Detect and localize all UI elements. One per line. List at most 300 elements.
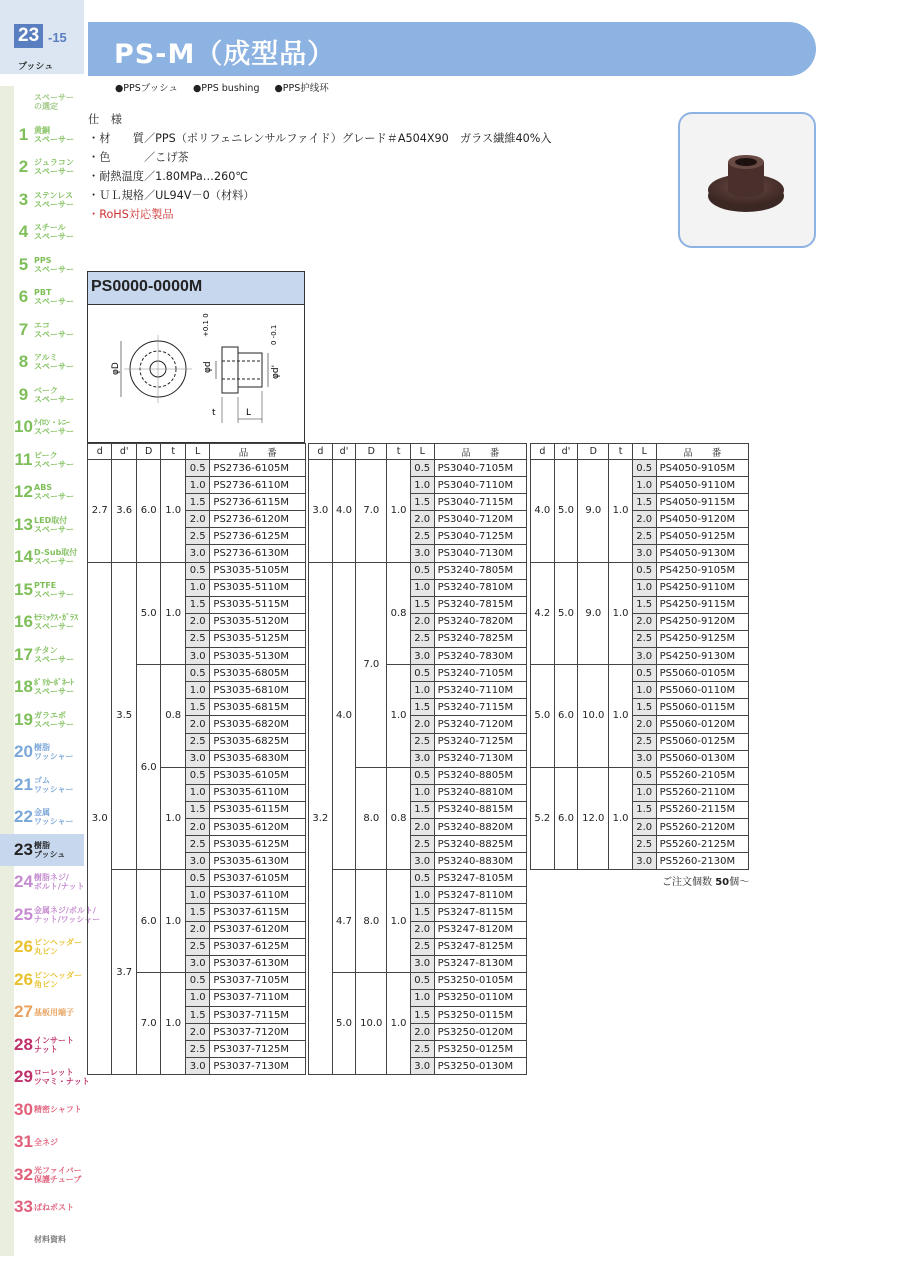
part-number[interactable] (434, 972, 526, 989)
part-base: PS3035-68 (213, 684, 268, 696)
sidebar-item[interactable] (0, 671, 84, 704)
part-suffix: 25M (267, 838, 289, 850)
part-number[interactable] (434, 596, 526, 613)
part-number[interactable] (210, 596, 306, 613)
sidebar-item-number: 19 (14, 709, 33, 729)
length-cell: 0.5 (410, 767, 434, 784)
part-number[interactable] (434, 477, 526, 494)
part-number[interactable] (434, 904, 526, 921)
part-number[interactable] (656, 545, 748, 562)
part-base: PS3035-68 (213, 736, 268, 748)
part-suffix: 25M (267, 736, 289, 748)
table-row (88, 460, 306, 477)
part-base: PS3240-71 (437, 701, 492, 713)
page-sub-number: -15 (48, 30, 67, 45)
part-suffix: 15M (267, 1009, 289, 1021)
part-number[interactable] (434, 460, 526, 477)
part-suffix: 25M (267, 633, 289, 645)
sidebar-item-number: 23 (14, 839, 33, 859)
column-header: L (632, 444, 656, 460)
part-base: PS4050-91 (659, 530, 714, 542)
part-base: PS3035-51 (213, 599, 268, 611)
dim-d: 2.7 (88, 460, 112, 563)
dim-d2: 3.5 (112, 562, 136, 870)
sidebar-item[interactable] (0, 964, 84, 997)
length-cell: 1.5 (632, 699, 656, 716)
part-suffix: 30M (491, 855, 514, 867)
sidebar-item[interactable] (0, 931, 84, 964)
part-number[interactable] (210, 1007, 306, 1024)
part-number[interactable] (656, 750, 748, 767)
part-base: PS3037-71 (213, 1043, 268, 1055)
sidebar-item-number: 22 (14, 807, 33, 827)
part-number[interactable] (210, 716, 306, 733)
part-base: PS5260-21 (659, 787, 714, 799)
length-cell: 1.0 (185, 477, 209, 494)
part-suffix: 15M (713, 701, 736, 713)
part-suffix: 25M (713, 530, 736, 542)
part-base: PS3035-61 (213, 770, 268, 782)
part-number[interactable] (656, 836, 748, 853)
part-number[interactable] (656, 767, 748, 784)
part-number[interactable] (210, 767, 306, 784)
part-suffix: 25M (491, 1043, 514, 1055)
part-base: PS3247-81 (437, 889, 492, 901)
part-number[interactable] (656, 853, 748, 870)
part-number[interactable] (434, 613, 526, 630)
part-suffix: 30M (491, 958, 514, 970)
part-number[interactable] (210, 801, 306, 818)
part-suffix: 05M (713, 565, 736, 577)
dim-D: 8.0 (356, 767, 387, 870)
sidebar-item-number: 26 (14, 969, 33, 989)
part-number[interactable] (434, 630, 526, 647)
sidebar-item[interactable] (0, 346, 84, 379)
part-number[interactable] (434, 955, 526, 972)
part-number[interactable] (656, 562, 748, 579)
sidebar-item-number: 16 (14, 612, 33, 632)
part-base: PS3040-71 (437, 548, 492, 560)
part-number[interactable] (434, 1007, 526, 1024)
dim-d2: 5.0 (554, 562, 578, 665)
part-number[interactable] (434, 836, 526, 853)
sidebar-item[interactable] (0, 769, 84, 802)
sidebar-item-label: スペーサー の選定 (34, 93, 74, 112)
sidebar-item[interactable] (0, 1224, 84, 1257)
sidebar-item-number: 8 (18, 352, 29, 372)
sidebar-item-label: 基板用端子 (34, 1007, 74, 1017)
length-cell: 2.5 (410, 1041, 434, 1058)
sidebar-item[interactable] (0, 249, 84, 282)
sidebar-item[interactable] (0, 476, 84, 509)
part-number[interactable] (210, 938, 306, 955)
sidebar-item[interactable] (0, 1094, 84, 1127)
part-number[interactable] (434, 784, 526, 801)
length-cell: 2.5 (410, 733, 434, 750)
sidebar-item-number: 17 (14, 644, 33, 664)
dim-t: 1.0 (387, 870, 411, 973)
sidebar-item-number: 12 (14, 482, 33, 502)
sidebar-item-number: 2 (18, 157, 29, 177)
length-cell: 2.0 (632, 613, 656, 630)
part-base: PS3240-78 (437, 633, 492, 645)
sidebar-item[interactable] (0, 509, 84, 542)
part-suffix: 10M (267, 787, 289, 799)
part-number[interactable] (434, 767, 526, 784)
part-base: PS3240-88 (437, 821, 492, 833)
part-base: PS3240-78 (437, 650, 492, 662)
part-suffix: 15M (491, 496, 514, 508)
sidebar-item-number: 24 (14, 872, 33, 892)
dimension-diagram (87, 305, 305, 443)
sidebar-item-label: ピンヘッダー 角ピン (34, 970, 82, 989)
part-number[interactable] (210, 494, 306, 511)
dim-d2: 5.0 (554, 460, 578, 563)
sidebar-item[interactable] (0, 1061, 90, 1094)
part-base: PS2736-61 (213, 479, 268, 491)
sidebar-item[interactable] (0, 704, 84, 737)
part-number[interactable] (210, 562, 306, 579)
sidebar-item[interactable] (0, 411, 84, 444)
part-number[interactable] (656, 682, 748, 699)
sidebar-item[interactable] (0, 184, 84, 217)
part-number[interactable] (434, 699, 526, 716)
part-suffix: 30M (713, 753, 736, 765)
part-suffix: 05M (491, 770, 514, 782)
part-number[interactable] (656, 733, 748, 750)
part-number[interactable] (210, 1041, 306, 1058)
part-suffix: 20M (267, 513, 289, 525)
dim-D: 12.0 (578, 767, 609, 870)
sidebar-item-label: ｾﾗﾐｯｸｽ･ｶﾞﾗｽ スペーサー (34, 613, 78, 632)
part-base: PS4250-91 (659, 650, 714, 662)
part-suffix: 15M (713, 804, 736, 816)
part-number[interactable] (656, 801, 748, 818)
dim-t: 1.0 (609, 562, 633, 665)
part-base: PS3240-88 (437, 838, 492, 850)
part-number[interactable] (434, 579, 526, 596)
length-cell: 2.5 (185, 630, 209, 647)
part-number[interactable] (210, 545, 306, 562)
part-number[interactable] (210, 460, 306, 477)
length-cell: 3.0 (410, 853, 434, 870)
part-base: PS3040-71 (437, 496, 492, 508)
sidebar-item[interactable] (0, 216, 84, 249)
part-number[interactable] (434, 682, 526, 699)
sidebar-item[interactable] (0, 736, 84, 769)
part-number[interactable] (210, 972, 306, 989)
part-base: PS4050-91 (659, 462, 714, 474)
part-number[interactable] (210, 733, 306, 750)
sidebar-item[interactable] (0, 866, 84, 899)
part-number[interactable] (656, 596, 748, 613)
part-number[interactable] (434, 648, 526, 665)
sidebar-item[interactable] (0, 444, 84, 477)
part-number[interactable] (434, 801, 526, 818)
part-number[interactable] (434, 494, 526, 511)
part-number[interactable] (434, 818, 526, 835)
part-base: PS2736-61 (213, 496, 268, 508)
sidebar-item-label: 材料資料 (34, 1235, 66, 1245)
length-cell: 1.0 (410, 682, 434, 699)
part-suffix: 20M (491, 718, 514, 730)
sidebar-item[interactable] (0, 574, 84, 607)
sidebar-item[interactable] (0, 996, 84, 1029)
length-cell: 3.0 (632, 853, 656, 870)
dim-t: 0.8 (387, 562, 411, 665)
length-cell: 2.0 (410, 921, 434, 938)
length-cell: 1.5 (410, 494, 434, 511)
sidebar-item-label: ゴム ワッシャー (34, 775, 74, 794)
part-number[interactable] (434, 1024, 526, 1041)
dim-t: 1.0 (387, 972, 411, 1075)
table-row (531, 665, 749, 682)
part-suffix: 10M (491, 992, 514, 1004)
length-cell: 3.0 (410, 648, 434, 665)
part-number[interactable] (656, 460, 748, 477)
dim-d2: 4.0 (332, 460, 356, 563)
column-header: d' (554, 444, 578, 460)
sidebar-item-label: ﾅｲﾛﾝ・ﾚﾆｰ スペーサー (34, 418, 74, 437)
part-base: PS3037-71 (213, 1009, 268, 1021)
part-number[interactable] (434, 1058, 526, 1075)
sidebar-item[interactable] (0, 151, 84, 184)
part-number[interactable] (656, 613, 748, 630)
part-base: PS2736-61 (213, 548, 268, 560)
part-number[interactable] (656, 784, 748, 801)
table-row (531, 562, 749, 579)
part-base: PS3240-78 (437, 599, 492, 611)
part-number[interactable] (434, 938, 526, 955)
part-number[interactable] (210, 818, 306, 835)
part-number[interactable] (210, 955, 306, 972)
part-number[interactable] (434, 921, 526, 938)
sidebar-item-label: 樹脂 ワッシャー (34, 743, 74, 762)
column-header: 品 番 (210, 444, 306, 460)
sidebar-item[interactable] (0, 281, 84, 314)
dim-t: 1.0 (609, 460, 633, 563)
length-cell: 2.0 (410, 511, 434, 528)
table-row (309, 870, 527, 887)
part-base: PS3035-61 (213, 787, 268, 799)
length-cell: 1.5 (185, 1007, 209, 1024)
part-suffix: 10M (491, 787, 514, 799)
part-number[interactable] (434, 545, 526, 562)
length-cell: 2.5 (185, 836, 209, 853)
part-number[interactable] (210, 665, 306, 682)
part-base: PS3035-61 (213, 838, 268, 850)
part-number[interactable] (656, 494, 748, 511)
part-suffix: 10M (713, 787, 736, 799)
category-sidebar (0, 86, 101, 1256)
length-cell: 3.0 (410, 1058, 434, 1075)
diagram-phid: φd (203, 361, 213, 373)
length-cell: 3.0 (410, 750, 434, 767)
part-base: PS3240-71 (437, 736, 492, 748)
length-cell: 1.0 (410, 887, 434, 904)
part-suffix: 10M (713, 479, 736, 491)
part-number[interactable] (210, 853, 306, 870)
length-cell: 1.0 (632, 477, 656, 494)
length-cell: 0.5 (410, 870, 434, 887)
part-number[interactable] (656, 648, 748, 665)
part-number[interactable] (434, 870, 526, 887)
part-number[interactable] (210, 477, 306, 494)
part-number[interactable] (210, 682, 306, 699)
part-suffix: 20M (267, 821, 289, 833)
sidebar-item-number: 25 (14, 904, 33, 924)
bullet-en: ●PPS bushing (192, 83, 260, 94)
part-suffix: 20M (491, 924, 514, 936)
part-suffix: 30M (491, 650, 514, 662)
part-number[interactable] (210, 1024, 306, 1041)
column-header: L (410, 444, 434, 460)
part-number[interactable] (434, 511, 526, 528)
part-base: PS3035-51 (213, 565, 268, 577)
dim-D: 5.0 (136, 562, 160, 665)
part-number[interactable] (210, 870, 306, 887)
sidebar-item[interactable] (0, 639, 84, 672)
part-suffix: 30M (713, 548, 736, 560)
sidebar-item[interactable] (0, 834, 84, 867)
diagram-phiD: φD (111, 362, 121, 375)
part-base: PS3240-71 (437, 718, 492, 730)
sidebar-item-number: 11 (14, 449, 33, 469)
length-cell: 1.0 (185, 887, 209, 904)
sidebar-item-label: 樹脂ネジ/ ボルト/ナット (33, 873, 85, 892)
sidebar-item[interactable] (0, 314, 84, 347)
sidebar-item-label: ピンヘッダー 丸ピン (34, 938, 82, 957)
part-number[interactable] (434, 887, 526, 904)
length-cell: 1.5 (410, 699, 434, 716)
part-number[interactable] (210, 836, 306, 853)
length-cell: 2.0 (185, 511, 209, 528)
part-suffix: 10M (267, 889, 289, 901)
part-number[interactable] (656, 528, 748, 545)
part-number[interactable] (210, 904, 306, 921)
part-number[interactable] (656, 630, 748, 647)
part-number[interactable] (434, 716, 526, 733)
dim-t: 1.0 (609, 767, 633, 870)
sidebar-item-number: 5 (18, 254, 29, 274)
part-base: PS4050-91 (659, 496, 714, 508)
length-cell: 1.5 (410, 1007, 434, 1024)
part-base: PS3250-01 (437, 975, 492, 987)
part-number[interactable] (656, 511, 748, 528)
part-number[interactable] (210, 630, 306, 647)
part-suffix: 20M (713, 513, 736, 525)
part-base: PS3247-81 (437, 872, 492, 884)
part-suffix: 05M (491, 462, 514, 474)
sidebar-item[interactable] (0, 379, 84, 412)
part-suffix: 25M (491, 633, 514, 645)
part-number[interactable] (210, 648, 306, 665)
dim-d: 3.2 (309, 562, 333, 1075)
length-cell: 2.0 (410, 818, 434, 835)
part-suffix: 05M (491, 872, 514, 884)
page-number: 23 (14, 24, 43, 48)
part-number[interactable] (656, 699, 748, 716)
sidebar-item[interactable] (0, 801, 84, 834)
part-number[interactable] (210, 750, 306, 767)
sidebar-item[interactable] (0, 541, 84, 574)
sidebar-item[interactable] (0, 1159, 84, 1192)
dim-t: 1.0 (161, 562, 185, 665)
length-cell: 0.5 (410, 665, 434, 682)
dim-D: 10.0 (356, 972, 387, 1075)
sidebar-item[interactable] (0, 1126, 84, 1159)
part-number[interactable] (210, 1058, 306, 1075)
part-number[interactable] (656, 818, 748, 835)
part-suffix: 30M (713, 650, 736, 662)
part-suffix: 15M (267, 701, 289, 713)
part-suffix: 10M (491, 889, 514, 901)
part-number[interactable] (434, 665, 526, 682)
length-cell: 1.0 (632, 784, 656, 801)
part-base: PS3040-71 (437, 479, 492, 491)
part-number[interactable] (210, 921, 306, 938)
part-number[interactable] (434, 528, 526, 545)
part-suffix: 25M (713, 838, 736, 850)
spec-material: ・材 質／PPS（ポリフェニレンサルファイド）グレード＃A504X90 ガラス繊維40%入 (88, 132, 552, 145)
length-cell: 2.5 (185, 938, 209, 955)
sidebar-item[interactable] (0, 899, 101, 932)
part-number[interactable] (434, 853, 526, 870)
part-number[interactable] (656, 579, 748, 596)
length-cell: 2.5 (185, 1041, 209, 1058)
part-number[interactable] (434, 562, 526, 579)
sidebar-item[interactable] (0, 1191, 84, 1224)
part-number[interactable] (434, 733, 526, 750)
part-number[interactable] (210, 887, 306, 904)
length-cell: 2.5 (410, 630, 434, 647)
sidebar-item-label: 精密シャフト (34, 1105, 82, 1115)
dim-t: 1.0 (161, 460, 185, 563)
dim-D: 7.0 (356, 460, 387, 563)
part-number[interactable] (656, 477, 748, 494)
part-number[interactable] (210, 784, 306, 801)
length-cell: 1.0 (410, 784, 434, 801)
sidebar-item[interactable] (0, 119, 84, 152)
part-number[interactable] (210, 613, 306, 630)
sidebar-item-number: 4 (18, 222, 29, 242)
sidebar-item-label: 金属ネジ/ボルト/ ナット/ワッシャー (33, 905, 101, 924)
sidebar-item[interactable] (0, 1029, 84, 1062)
part-number[interactable] (434, 989, 526, 1006)
part-suffix: 30M (267, 1060, 289, 1072)
dim-D: 7.0 (136, 972, 160, 1075)
length-cell: 2.5 (632, 528, 656, 545)
sidebar-item-label: エコ スペーサー (34, 320, 74, 339)
part-number[interactable] (210, 579, 306, 596)
part-suffix: 20M (491, 616, 514, 628)
part-number[interactable] (210, 989, 306, 1006)
dim-D: 6.0 (136, 665, 160, 870)
part-number[interactable] (210, 511, 306, 528)
length-cell: 0.5 (185, 870, 209, 887)
part-number[interactable] (656, 716, 748, 733)
length-cell: 0.5 (632, 665, 656, 682)
length-cell: 1.0 (185, 784, 209, 801)
sidebar-item[interactable] (0, 606, 84, 639)
part-number[interactable] (210, 699, 306, 716)
part-number[interactable] (210, 528, 306, 545)
part-number[interactable] (656, 665, 748, 682)
sidebar-item[interactable] (0, 86, 84, 119)
part-number[interactable] (434, 750, 526, 767)
column-header: t (161, 444, 185, 460)
part-number[interactable] (434, 1041, 526, 1058)
